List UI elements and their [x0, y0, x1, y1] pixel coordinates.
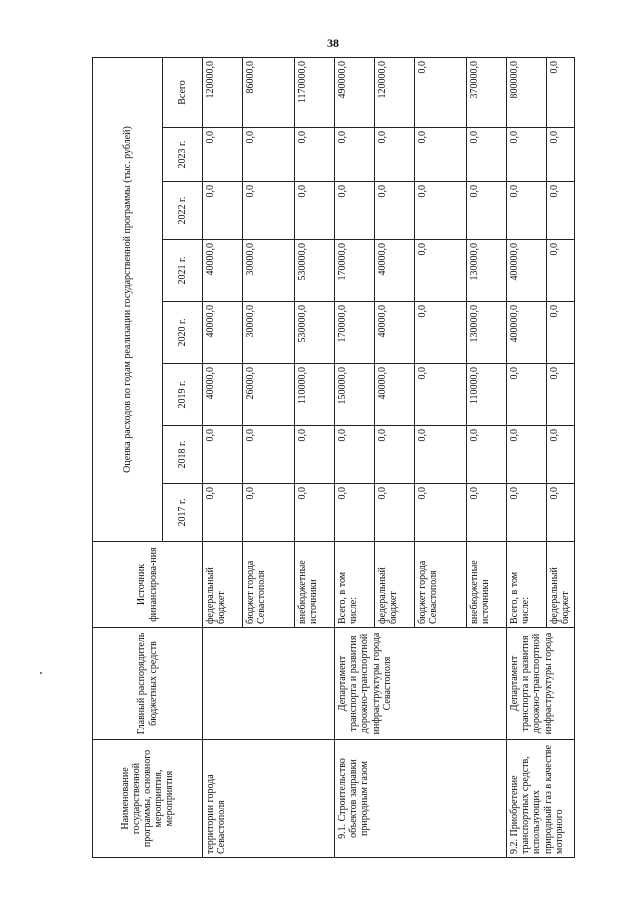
- row-source: федеральный бюджет: [375, 542, 415, 628]
- cell-value: 40000,0: [203, 364, 243, 426]
- cell-value: 110000,0: [295, 364, 335, 426]
- cell-value: 0,0: [375, 484, 415, 542]
- cell-value: 0,0: [335, 182, 375, 240]
- cell-value: 40000,0: [203, 302, 243, 364]
- cell-value: 150000,0: [335, 364, 375, 426]
- cell-value: 0,0: [415, 128, 467, 182]
- cell-value: 0,0: [467, 484, 507, 542]
- cell-value: 0,0: [243, 426, 295, 484]
- cell-value: 0,0: [335, 426, 375, 484]
- cell-value: 40000,0: [375, 364, 415, 426]
- cell-total: 800000,0: [507, 58, 547, 128]
- cell-total: 370000,0: [467, 58, 507, 128]
- cell-value: 0,0: [415, 182, 467, 240]
- row-source: внебюджетные источники: [467, 542, 507, 628]
- cell-value: 0,0: [295, 484, 335, 542]
- row-source: Всего, в том числе:: [335, 542, 375, 628]
- cell-value: 0,0: [295, 182, 335, 240]
- header-group: Оценка расходов по годам реализации государственной программы (тыс. рублей): [93, 58, 163, 542]
- page-number: 38: [327, 36, 339, 50]
- row-source: федеральный бюджет: [547, 542, 575, 628]
- cell-value: 130000,0: [467, 302, 507, 364]
- row-source: бюджет города Севастополя: [243, 542, 295, 628]
- cell-value: 0,0: [467, 426, 507, 484]
- cell-value: 0,0: [547, 128, 575, 182]
- row-source: внебюджетные источники: [295, 542, 335, 628]
- section-distributor: Департамент транспорта и развития дорожно-транспортной инфраструктуры города Севастополя: [335, 628, 507, 740]
- cell-value: 0,0: [295, 426, 335, 484]
- scan-speck: [40, 672, 42, 674]
- cell-value: 0,0: [547, 484, 575, 542]
- cell-value: 40000,0: [203, 240, 243, 302]
- cell-value: 530000,0: [295, 240, 335, 302]
- cell-value: 0,0: [415, 364, 467, 426]
- table-row: [507, 58, 547, 858]
- cell-value: 0,0: [547, 426, 575, 484]
- header-distributor: Главный распорядитель бюджетных средств: [93, 628, 203, 740]
- cell-value: 0,0: [467, 182, 507, 240]
- table-row: [335, 58, 375, 858]
- cell-value: 0,0: [243, 128, 295, 182]
- header-year: 2020 г.: [163, 302, 203, 364]
- cell-value: 0,0: [335, 128, 375, 182]
- cell-value: 0,0: [547, 240, 575, 302]
- header-year: 2018 г.: [163, 426, 203, 484]
- row-source: Всего, в том числе:: [507, 542, 547, 628]
- cell-value: 110000,0: [467, 364, 507, 426]
- cell-value: 0,0: [507, 364, 547, 426]
- cell-value: 0,0: [547, 302, 575, 364]
- cell-value: 0,0: [415, 426, 467, 484]
- header-year: 2023 г.: [163, 128, 203, 182]
- row-source: федеральный бюджет: [203, 542, 243, 628]
- cell-total: 490000,0: [335, 58, 375, 128]
- cell-value: 0,0: [203, 128, 243, 182]
- cell-value: 170000,0: [335, 302, 375, 364]
- cell-value: 0,0: [203, 426, 243, 484]
- cell-value: 0,0: [203, 182, 243, 240]
- cell-value: 0,0: [547, 364, 575, 426]
- header-name: Наименование государственной программы, основного мероприятия, мероприятия: [93, 740, 203, 858]
- cell-value: 0,0: [203, 484, 243, 542]
- header-total: Всего: [163, 58, 203, 128]
- cell-total: 1170000,0: [295, 58, 335, 128]
- cell-value: 400000,0: [507, 240, 547, 302]
- table-row: [203, 58, 243, 858]
- cell-value: 40000,0: [375, 240, 415, 302]
- rotated-table-container: [92, 58, 574, 858]
- header-year: 2022 г.: [163, 182, 203, 240]
- cell-value: 0,0: [415, 302, 467, 364]
- cell-value: 0,0: [375, 128, 415, 182]
- cell-value: 26000,0: [243, 364, 295, 426]
- cell-total: 0,0: [547, 58, 575, 128]
- cell-value: 0,0: [507, 426, 547, 484]
- cell-value: 40000,0: [375, 302, 415, 364]
- cell-value: 0,0: [547, 182, 575, 240]
- budget-table: [92, 57, 575, 858]
- cell-value: 400000,0: [507, 302, 547, 364]
- cell-value: 0,0: [243, 182, 295, 240]
- cell-value: 0,0: [507, 484, 547, 542]
- cell-total: 86000,0: [243, 58, 295, 128]
- header-year: 2021 г.: [163, 240, 203, 302]
- cell-value: 0,0: [415, 484, 467, 542]
- section-name: 9.1. Строительство объектов заправки природным газом: [335, 740, 507, 858]
- cell-value: 30000,0: [243, 240, 295, 302]
- cell-value: 0,0: [375, 182, 415, 240]
- cell-value: 130000,0: [467, 240, 507, 302]
- cell-value: 0,0: [295, 128, 335, 182]
- cell-value: 530000,0: [295, 302, 335, 364]
- cell-value: 0,0: [415, 240, 467, 302]
- cell-total: 120000,0: [203, 58, 243, 128]
- row-source: бюджет города Севастополя: [415, 542, 467, 628]
- cell-value: 0,0: [375, 426, 415, 484]
- cell-total: 120000,0: [375, 58, 415, 128]
- header-source: Источник финансирова-ния: [93, 542, 203, 628]
- cell-total: 0,0: [415, 58, 467, 128]
- section-name: 9.2. Приобретение транспортных средств, использующих природный газ в качестве моторного: [507, 740, 575, 858]
- cell-value: 0,0: [335, 484, 375, 542]
- section-distributor: [203, 628, 335, 740]
- cell-value: 170000,0: [335, 240, 375, 302]
- cell-value: 0,0: [243, 484, 295, 542]
- header-year: 2019 г.: [163, 364, 203, 426]
- cell-value: 0,0: [507, 128, 547, 182]
- cell-value: 0,0: [467, 128, 507, 182]
- cell-value: 30000,0: [243, 302, 295, 364]
- section-name: территории города Севастополя: [203, 740, 335, 858]
- section-distributor: Департамент транспорта и развития дорожно-транспортной инфраструктуры города: [507, 628, 575, 740]
- header-year: 2017 г.: [163, 484, 203, 542]
- cell-value: 0,0: [507, 182, 547, 240]
- header-row-top: [93, 58, 163, 858]
